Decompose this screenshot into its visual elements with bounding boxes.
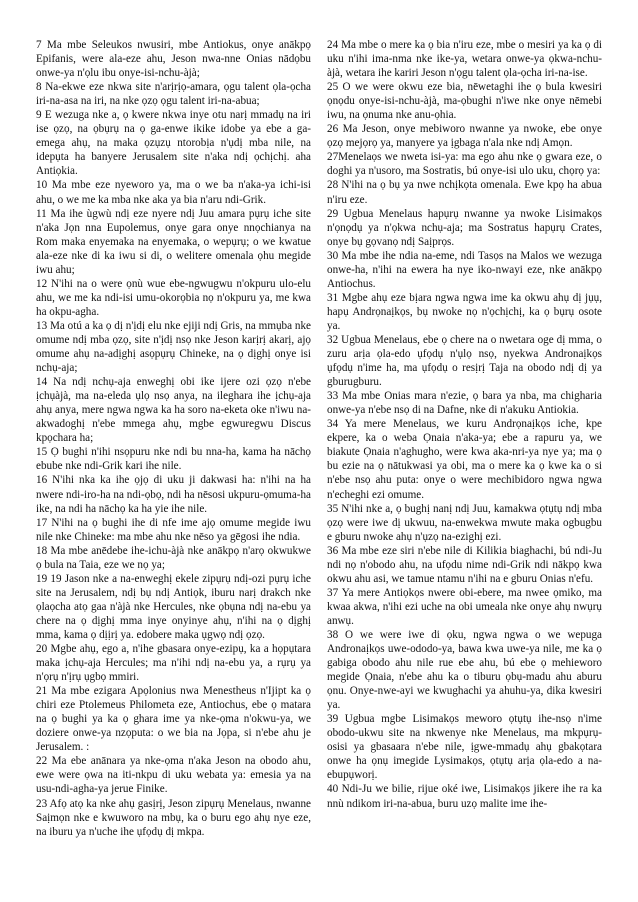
verse-paragraph: 25 O we were okwu eze bia, nēwetaghi ihe ọ bula kwesiri ọnọdu onye-isi-nchu-àjà, ma-ọbughi n'iwe nke onye nēmebi iwu, na ọnuma nke anu-ọhia. (327, 81, 602, 122)
verse-paragraph: 19 19 Jason nke a na-enweghị ekele zipụrụ ndị-ozi pụrụ iche site na Jerusalem, ndị bụ ndị Antiọk, iburu narị drakch nke ọlaọcha atọ gaa n'àjà nke Hercules, nke ọbụna ndị na-ebu ya chere na ọ dịghị mma inye onyinye ahụ, n'ihi na ọ dịghị mma, kama ọ dịịrị ya. edobere maka ụgwọ ndị ọzọ. (36, 572, 311, 641)
verse-paragraph: 39 Ugbua mgbe Lisimakọs meworo ọtụtụ ihe-nsọ n'ime obodo-ukwu site na nkwenye nke Menelaus, ma mkpụrụ-osisi ya gbasaara n'ebe nile, ịgwe-mmadụ ahụ gbakọtara onwe ha ọnụ imegide Lysimakọs, ọtụtụ arịa ọla-edo a na-ebupụworị. (327, 713, 602, 782)
left-column (36, 38, 311, 878)
verse-paragraph: 35 N'ihi nke a, ọ bughị nanị ndị Juu, kamakwa ọtụtụ ndị mba ọzọ were iwe dị ukwuu, na-enwekwa mwute maka ogbugbu e gburu nwoke ahụ n'ụzọ na-ezighị ezi. (327, 502, 602, 543)
verse-paragraph: 24 Ma mbe o mere ka ọ bia n'iru eze, mbe o mesiri ya ka ọ di uku n'ihi ima-nma nke ike-ya, wetara onwe-ya ọkwa-nchu-àjà, wetara ihe kariri Jeson n'ọgu talent ọla-ọcha iri-na-ise. (327, 39, 602, 80)
page-body (36, 38, 602, 878)
verse-paragraph: 14 Na ndị nchụ-aja enweghị obi ike ijere ozi ọzọ n'ebe ịchụàjà, ma na-eleda ụlọ nsọ anya, na ileghara ihe ịchụ-aja ahụ anya, mere ngwa ngwa ka ha soro na-eketa oke n'iwu na-akwadoghị n'ebe mmega ahụ, mgbe egwuregwu Discus kpọchara ha; (36, 376, 311, 445)
verse-paragraph: 38 O we were iwe di ọku, ngwa ngwa o we wepuga Andronaịkọs uwe-ododo-ya, bawa kwa uwe-ya nile, me ka ọ gabiga obodo ahu nile rue ebe ahu, bú ebe ọ mehieworo megide Ọnaia, n'ebe ahu ka o tiburu ọbụ-madu ahu aburu ọnu. Onye-nwe-ayi we kwughachi ya ahuhu-ya, dika kwesiri ya. (327, 628, 602, 712)
verse-paragraph: 36 Ma mbe eze siri n'ebe nile di Kilikia biaghachi, bú ndi-Ju ndi nọ n'obodo ahu, na ufọdu nime ndi-Grik ndi nākpọ kwa okwu ahu asi, we tamue ntamu n'ihi na e gburu Onias n'efu. (327, 544, 602, 585)
verse-paragraph: 11 Ma ihe ùgwù ndị eze nyere ndị Juu amara pụrụ iche site n'aka Jọn nna Eupolemus, onye gara onye nnọchianya na Rom maka enyemaka na enyemaka, o wepụrụ; o we kwatue ala-eze nke di ka iwu si di, o welitere omenala ọhu megide iwu ahu; (36, 207, 311, 276)
verse-paragraph: 12 N'ihi na o were ọnù wue ebe-ngwugwu n'okpuru ulo-elu ahu, we me ka ndi-isi umu-okorọbia nọ n'okpuru ya, me kwa ha okpu-agha. (36, 277, 311, 318)
verse-paragraph: 29 Ugbua Menelaus hapụrụ nwanne ya nwoke Lisimakọs n'ọnọdụ ya n'ọkwa nchụ-aja; ma Sostratus hapụrụ Crates, onye bụ gọvanọ ndị Saịprọs. (327, 207, 602, 248)
verse-paragraph: 28 N'ihi na ọ bụ ya nwe nchịkọta omenala. Ewe kpọ ha abua n'iru eze. (327, 179, 602, 206)
verse-paragraph: 22 Ma ebe anānara ya nke-ọma n'aka Jeson na obodo ahu, ewe were ọwa na iti-nkpu di uku webata ya: emesia ya na usu-ndi-agha-ya jerue Finike. (36, 755, 311, 796)
verse-paragraph: 13 Ma otú a ka ọ dị n'ịdị elu nke ejiji ndị Gris, na mmụba nke omume ndị mba ọzọ, site n'ịdị nsọ nke Jeson karịrị akarị, ajọ omume ahụ na-adịghị asọpụrụ Chineke, na ọ dịghị onye isi nchụ-aja; (36, 319, 311, 375)
verse-paragraph: 18 Ma mbe anēdebe ihe-ichu-àjà nke anākpọ n'arọ okwukwe ọ bula na Taia, eze we nọ ya; (36, 544, 311, 571)
verse-paragraph: 30 Ma mbe ihe ndia na-eme, ndi Tasọs na Malos we wezuga onwe-ha, n'ihi na ewera ha nye iko-nwayi eze, nke anākpọ Antiochus. (327, 249, 602, 290)
verse-paragraph: 31 Mgbe ahụ eze bịara ngwa ngwa ime ka okwu ahụ dị jụụ, hapụ Andrọnaịkọs, bụ nwoke nọ n'ọchịchị, ka ọ bụrụ osote ya. (327, 291, 602, 332)
verse-paragraph: 20 Mgbe ahụ, ego a, n'ihe gbasara onye-ezipụ, ka a họpụtara maka ịchụ-aja Hercules; ma n'ihi ndị na-ebu ya, a rụrụ ya n'ọrụ n'ịrụ ụgbọ mmiri. (36, 643, 311, 684)
verse-paragraph: 17 N'ihi na ọ bughi ihe di nfe ime ajọ omume megide iwu nile nke Chineke: ma mbe ahu nke nēso ya gēgosi ihe ndia. (36, 516, 311, 543)
verse-paragraph: 7 Ma mbe Seleukos nwusiri, mbe Antiokus, onye anākpọ Epifanis, were ala-eze ahu, Jeson nwa-nne Onias nādọbu onwe-ya n'ọlu ibu onye-isi-nchu-àjà; (36, 39, 311, 80)
right-column (327, 38, 602, 878)
verse-paragraph: 32 Ugbua Menelaus, ebe ọ chere na o nwetara oge dị mma, o zuru arịa ọla-edo ụfọdụ n'ụlọ nsọ, nyekwa Andronaịkọs ụfọdụ n'ime ha, ma ụfọdụ o resịrị Taja na obodo ndị dị ya gburugburu. (327, 333, 602, 389)
verse-paragraph: 26 Ma Jeson, onye mebiworo nwanne ya nwoke, ebe onye ọzọ mejọrọ ya, manyere ya ịgbaga n'ala nke ndị Amọn. (327, 123, 602, 150)
verse-paragraph: 23 Afọ atọ ka nke ahụ gasịrị, Jeson zipụrụ Menelaus, nwanne Saịmọn nke e kwuworo na mbụ, ka o buru ego ahụ nye eze, na iburu ya n'uche ihe ụfọdụ dị mkpa. (36, 797, 311, 838)
verse-paragraph: 27Menelaọs we nweta isi-ya: ma ego ahu nke ọ gwara eze, o doghi ya n'usoro, ma Sostratis, bú onye-isi ulo uku, chọrọ ya: (327, 151, 602, 178)
verse-paragraph: 33 Ma mbe Onias mara n'ezie, ọ bara ya nba, ma chigharia onwe-ya n'ebe nsọ di na Dafne, nke di n'akuku Antiokia. (327, 390, 602, 417)
verse-paragraph: 16 N'ihi nka ka ihe ọjọ di uku ji dakwasi ha: n'ihi na ha nwere ndi-iro-ha na ndi-ọbọ, ndi ha nēsosi ukpuru-ọmuma-ha ike, na ndi ha nāchọ ka ha yie ihe nile. (36, 474, 311, 515)
verse-paragraph: 40 Ndi-Ju we bilie, rijue oké iwe, Lisimakọs jikere ihe ra ka nnù ndikom iri-na-abua, buru uzọ malite ime ihe- (327, 783, 602, 810)
verse-paragraph: 34 Ya mere Menelaus, we kuru Andrọnaịkọs iche, kpe ekpere, ka o weba Ọnaia n'aka-ya; ebe a rapuru ya, we biakute Ọnaia n'aghugho, were kwa aka-nri-ya nye ya; ma ọ bu ezie na ọ nātukwasi ya obi, ma o mere ka ọ kwe ka o si n'ebe nsọ ahu puta: onye o were mechibidoro ngwa ngwa n'echeghi ezi omume. (327, 418, 602, 501)
verse-paragraph: 9 E wezuga nke a, ọ kwere nkwa inye otu narị mmadụ na iri ise ọzọ, na ọbụrụ na ọ ga-enwe ikike idobe ya ebe a ga-emega ahụ, na maka ọzụzụ ntorobịa n'ụdị mba nile, na idepụta ha banyere Jerusalem site n'aka ndị ọchịchị. aha Antiọkia. (36, 109, 311, 178)
verse-paragraph: 15 Ọ bughi n'ihi nsọpuru nke ndi bu nna-ha, kama ha nāchọ ebube nke ndi-Grik kari ihe nile. (36, 446, 311, 473)
verse-paragraph: 21 Ma mbe ezigara Apọlonius nwa Menestheus n'Ijipt ka ọ chiri eze Ptolemeus Philometa eze, Antiochus, ebe ọ matara na ọ bughi ya ka ọ ghara ime ya nke-ọma n'okwu-ya, we doziere onwe-ya nzọputa: o we bia na Jọpa, si n'ebe ahu je Jerusalem. : (36, 685, 311, 754)
verse-paragraph: 8 Na-ekwe eze nkwa site n'arịrịọ-amara, ọgu talent ọla-ọcha iri-na-asa na iri, na nke ọzọ ọgu talent iri-na-abua; (36, 81, 311, 108)
verse-paragraph: 10 Ma mbe eze nyeworo ya, ma o we ba n'aka-ya ichi-isi ahu, o we me ka mba nke aka ya bia n'aru ndi-Grik. (36, 179, 311, 206)
verse-paragraph: 37 Ya mere Antiọkọs nwere obi-ebere, ma nwee ọmiko, ma kwaa akwa, n'ihi ezi uche na obi umeala nke onye ahụ nwụrụ anwụ. (327, 586, 602, 627)
